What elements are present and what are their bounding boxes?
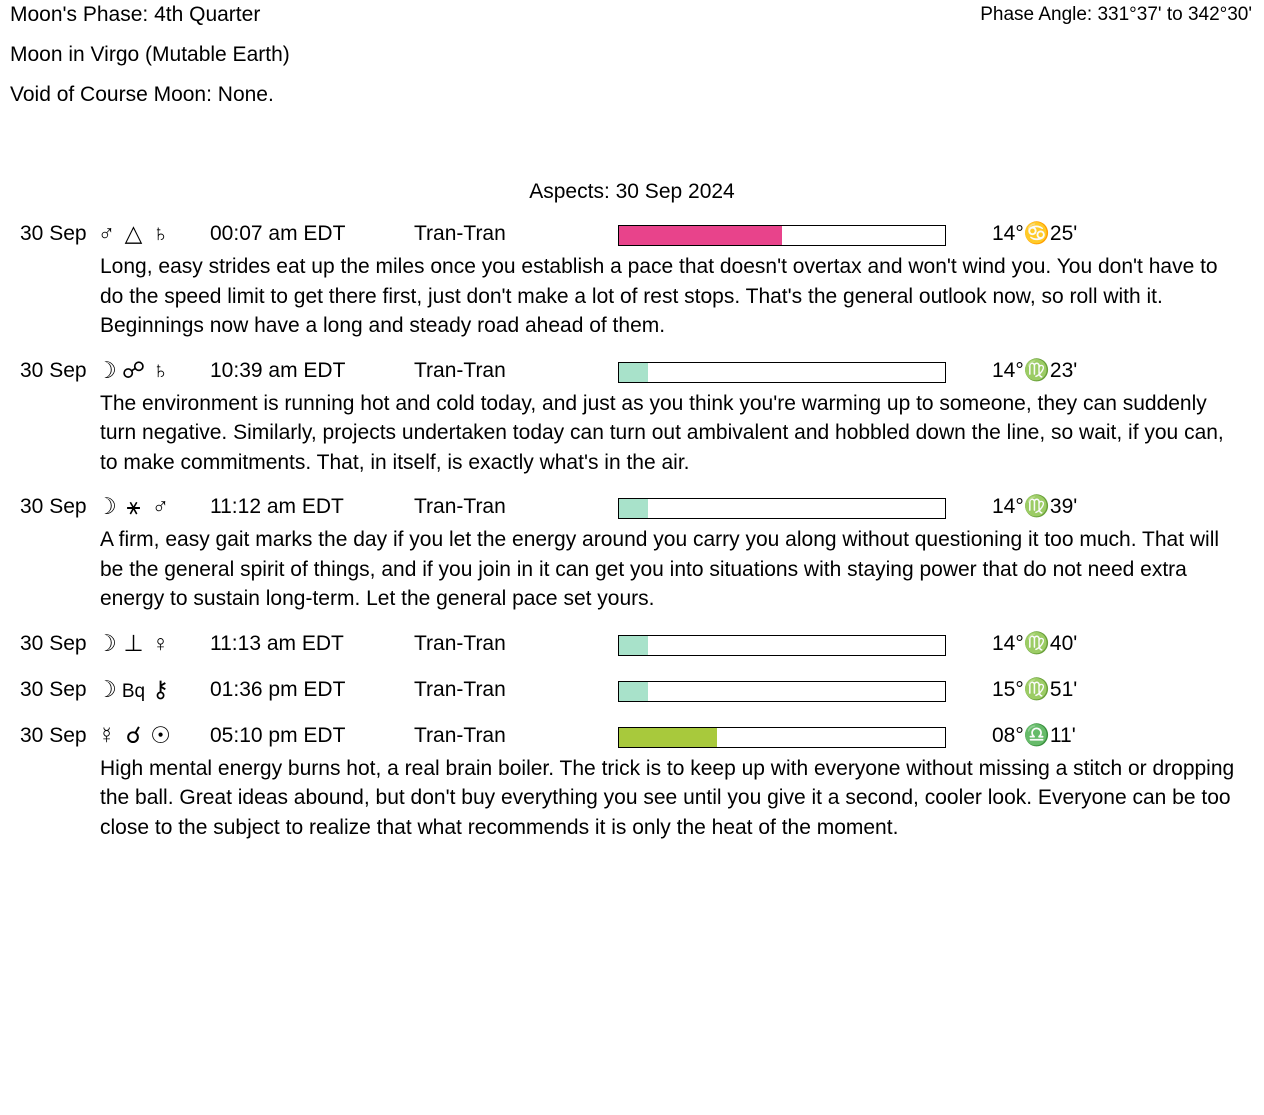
planet-glyph-2-icon: ⚹ (126, 493, 141, 519)
aspect-type: Tran-Tran (414, 222, 506, 245)
moon-phase-label: Moon's Phase: 4th Quarter (10, 3, 261, 26)
planet-glyph-3-icon: ♄ (151, 220, 170, 246)
planet-glyph-3-icon: ♀ (151, 629, 170, 656)
aspect-position: 08°♎11' (992, 723, 1076, 747)
aspect-time: 05:10 pm EDT (210, 723, 346, 747)
planet-glyph-2-icon: ⊥ (123, 629, 144, 656)
aspect-strength-bar-fill (619, 363, 648, 382)
aspect-glyphs (93, 220, 174, 247)
aspect-time: 11:13 am EDT (210, 631, 344, 655)
aspect-position: 14°♍40' (992, 631, 1078, 655)
aspect-type: Tran-Tran (414, 495, 506, 518)
phase-angle-label: Phase Angle: 331°37' to 342°30' (980, 4, 1252, 25)
aspect-strength-bar-fill (619, 226, 782, 245)
aspect-entry (0, 222, 1264, 341)
aspects-title: Aspects: 30 Sep 2024 (529, 180, 735, 203)
aspect-type: Tran-Tran (414, 677, 506, 701)
aspect-entry (0, 495, 1264, 614)
planet-glyph-1-icon: ☽ (96, 493, 117, 519)
aspect-date: 30 Sep (20, 495, 87, 518)
planet-glyph-1-icon: ☽ (96, 356, 117, 383)
aspect-type: Tran-Tran (414, 358, 506, 382)
aspect-time: 11:12 am EDT (210, 495, 344, 518)
aspect-glyphs (93, 357, 174, 384)
aspect-strength-bar-fill (619, 682, 648, 701)
aspect-strength-bar-fill (619, 499, 648, 518)
aspect-glyphs (93, 722, 174, 749)
planet-glyph-3-icon: ♂ (151, 493, 170, 519)
planet-glyph-1-icon: ☿ (97, 721, 116, 748)
aspect-glyphs (93, 630, 174, 657)
void-of-course-row (0, 80, 1264, 110)
aspect-description: Long, easy strides eat up the miles once you establish a pace that doesn't overtax and won't wind you. You don't have to do the speed limit to get there first, just don't make a lot of rest stops. That's the general outlook now, so roll with it. Beginnings now have a long and steady road ahead of them. (100, 255, 1218, 337)
aspect-strength-bar (618, 362, 946, 383)
aspect-entry (0, 629, 1264, 660)
aspect-type: Tran-Tran (414, 723, 506, 747)
aspect-date: 30 Sep (20, 358, 87, 382)
aspect-glyphs (93, 493, 174, 520)
aspect-strength-bar-fill (619, 636, 648, 655)
aspect-time: 01:36 pm EDT (210, 677, 346, 701)
planet-glyph-3-icon: ♄ (151, 356, 170, 383)
aspect-row[interactable] (10, 222, 1254, 250)
aspect-entry (0, 356, 1264, 478)
void-of-course-label: Void of Course Moon: None. (10, 83, 274, 106)
planet-glyph-3-icon: ☉ (150, 721, 171, 748)
aspect-time: 00:07 am EDT (210, 222, 346, 245)
planet-glyph-1-icon: ♂ (97, 220, 116, 246)
moon-phase-row (0, 0, 1264, 30)
aspect-list (0, 222, 1264, 842)
planet-glyph-1-icon: ☽ (96, 675, 117, 702)
aspect-entry (0, 675, 1264, 706)
planet-glyph-2-icon: ☍ (121, 356, 146, 383)
aspect-date: 30 Sep (20, 723, 87, 747)
aspect-entry (0, 721, 1264, 843)
aspect-date: 30 Sep (20, 631, 87, 655)
aspect-row[interactable] (10, 356, 1254, 387)
aspect-strength-bar (618, 498, 946, 519)
aspect-description: High mental energy burns hot, a real brain boiler. The trick is to keep up with everyone without missing a stitch or dropping the ball. Great ideas abound, but don't buy everything you see until you give it a second, cooler look. Everyone can be too close to the subject to realize that what recommends it is only the heat of the moment. (100, 756, 1235, 839)
planet-glyph-2-icon: △ (124, 220, 143, 246)
aspect-row[interactable] (10, 495, 1254, 523)
planet-glyph-2-icon: Bq (121, 680, 146, 702)
aspect-strength-bar (618, 727, 946, 748)
aspect-position: 14°♍39' (992, 495, 1078, 518)
aspect-description: The environment is running hot and cold today, and just as you think you're warming up to someone, they can suddenly turn negative. Similarly, projects undertaken today can turn out ambivalent and hobbled down the line, so wait, if you can, to make commitments. That, in itself, is exactly what's in the air. (100, 391, 1224, 474)
aspect-row[interactable] (10, 721, 1254, 752)
aspect-date: 30 Sep (20, 222, 87, 245)
aspect-date: 30 Sep (20, 677, 87, 701)
aspect-strength-bar (618, 225, 946, 246)
aspect-row[interactable] (10, 629, 1254, 660)
aspect-strength-bar (618, 681, 946, 702)
planet-glyph-1-icon: ☽ (96, 629, 117, 656)
aspect-glyphs (93, 676, 174, 703)
planet-glyph-3-icon: ⚷ (152, 675, 169, 702)
aspect-time: 10:39 am EDT (210, 358, 346, 382)
moon-sign-label: Moon in Virgo (Mutable Earth) (10, 43, 290, 66)
aspect-strength-bar-fill (619, 728, 717, 747)
planet-glyph-2-icon: ☌ (125, 721, 142, 748)
aspect-row[interactable] (10, 675, 1254, 706)
aspect-type: Tran-Tran (414, 631, 506, 655)
aspect-position: 14°♍23' (992, 358, 1078, 382)
aspect-position: 14°♋25' (992, 222, 1078, 245)
aspect-position: 15°♍51' (992, 677, 1078, 701)
aspect-description: A firm, easy gait marks the day if you let the energy around you carry you along without questioning it too much. That will be the general spirit of things, and if you join in it can get you into situations with staying power that do not need extra energy to sustain long-term. Let the general pace set yours. (100, 528, 1220, 610)
aspect-strength-bar (618, 635, 946, 656)
moon-sign-row (0, 40, 1264, 70)
